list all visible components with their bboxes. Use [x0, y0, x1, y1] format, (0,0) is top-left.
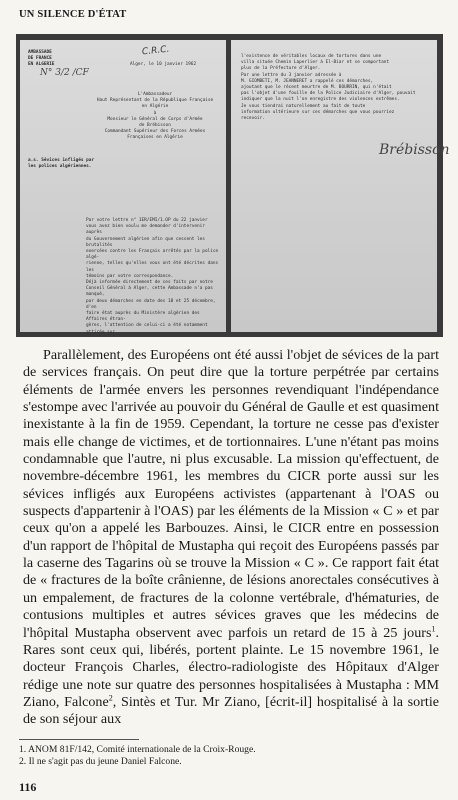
- body-part-3: , Sintès et Tur. Mr Ziano, [écrit-il] hospitalisé à la sortie de son séjour aux: [23, 693, 439, 728]
- body-part-2: . Rares sont ceux qui, libérés, portent plainte. Le 15 novembre 1961, le docteur François Charles, électro-radiologiste des Hôpitaux d'Alger rédige une note sur quatre des personnes hospitalisées à Mustapha : MM Ziano, Falcone: [23, 624, 439, 710]
- footnote-rule: [19, 739, 139, 740]
- letter-body-right: l'existence de véritables locaux de tortures dans une villa située Chemin Laperlier à El-Biar et se comportant plus de la Préfecture d'Alger. Par une lettre du 3 janvier adressée à M. GIOMBETI, M. JEANNERET a rappelé ces démarches, ajoutant que le récent meurtre de M. BOURRIN, qui n'était pas l'objet d'une fouille de la Police Judiciaire d'Alger, pouvait indiquer que la nuit l'on enregistre des violences extrêmes. Je vous tiendrai naturellement au fait de toute information ultérieure sur ces démarches que vous pourriez recevoir.: [241, 54, 416, 122]
- handwritten-reference: N° 3/2 /CF: [40, 68, 89, 78]
- signature: Brébisson: [379, 142, 450, 158]
- footnote-mark-2[interactable]: 2: [108, 693, 113, 703]
- footnote-2: 2. Il ne s'agit pas du jeune Daniel Falcone.: [19, 756, 182, 768]
- sender-block: AMBASSADE DE FRANCE EN ALGERIE: [28, 50, 55, 68]
- body-paragraph: [23, 347, 439, 729]
- letter-body-left: Par votre lettre n° 1ER/EMI/1.OP du 22 janvier vous avez bien voulu me demander d'intervenir auprès du Gouvernement algérien afin que cessent les brutalités exercées contre les Français arrêtés par la police algé- rienne, telles qu'elles vous ont été décrites dans les témoins par votre correspondance. Déjà informée directement de ces faits par notre Conseil Général à Alger, cette Ambassade n'a pas manqué, par deux démarches en date des 18 et 25 décembre, d'en faire état auprès du Ministère algérien des Affaires étran- gères, l'attention de celui-ci a été notamment attirée sur: [86, 218, 219, 335]
- page-number: 116: [19, 780, 37, 794]
- archive-stamp: C.R.C.: [141, 44, 170, 58]
- main-text: [23, 347, 439, 729]
- body-part-1: Parallèlement, des Européens ont été aussi l'objet de sévices de la part de services français. On peut dire que la torture perpétrée par certains éléments de l'armée envers les personnes revendiquant l'indépendance s'estompe avec l'arrivée au pouvoir du Général de Gaulle et est quasiment inexistante à la fin de 1959. Cependant, la torture ne cesse pas d'exister mais elle change de victimes, et de tortionnaires. L'une n'étant pas moins condamnable que l'autre, ni plus excusable. La mission qu'effectuent, de novembre-décembre 1961, les membres du CICR porte aussi sur les sévices infligés aux Européens activistes (appartenant à l'OAS ou suspects d'appartenir à l'OAS) par les éléments de la Mission « C » et par ceux qu'on a appelé les Barbouzes. Ainsi, le CICR entre en possession d'un rapport de l'hôpital de Mustapha qui reçoit des Européens passés par la caserne des Tagarins où se trouve la Mission « C ». Ce rapport fait état de « fractures de la boîte crânienne, de lésions anorectales consécutives à un empalement, de fractures de la colonne vertébrale, d'hématuries, de contusions multiples et autres sévices graves que les médecins de l'hôpital Mustapha observent avec parfois un retard de 15 à 25 jours: [23, 347, 439, 641]
- addressee-block: L'Ambassadeur Haut Représentant de la République Française en Algérie à Monsieur le Général de Corps d'Armée de Brébisson Commandant Supérieur des Forces Armées Françaises en Algérie: [96, 92, 214, 141]
- dateline: Alger, le 10 janvier 1962: [130, 62, 197, 67]
- object-line: a.s. Sévices infligés par les polices algériennes.: [28, 158, 95, 170]
- footnotes: [19, 744, 439, 769]
- archival-facsimile: [16, 34, 450, 337]
- running-head: UN SILENCE D'ÉTAT: [19, 9, 127, 20]
- facsimile-left-page: [20, 40, 226, 335]
- facsimile-right-page: [231, 40, 450, 332]
- footnote-mark-1[interactable]: 1: [431, 623, 436, 633]
- footnote-1: 1. ANOM 81F/142, Comité internationale de la Croix-Rouge.: [19, 744, 256, 755]
